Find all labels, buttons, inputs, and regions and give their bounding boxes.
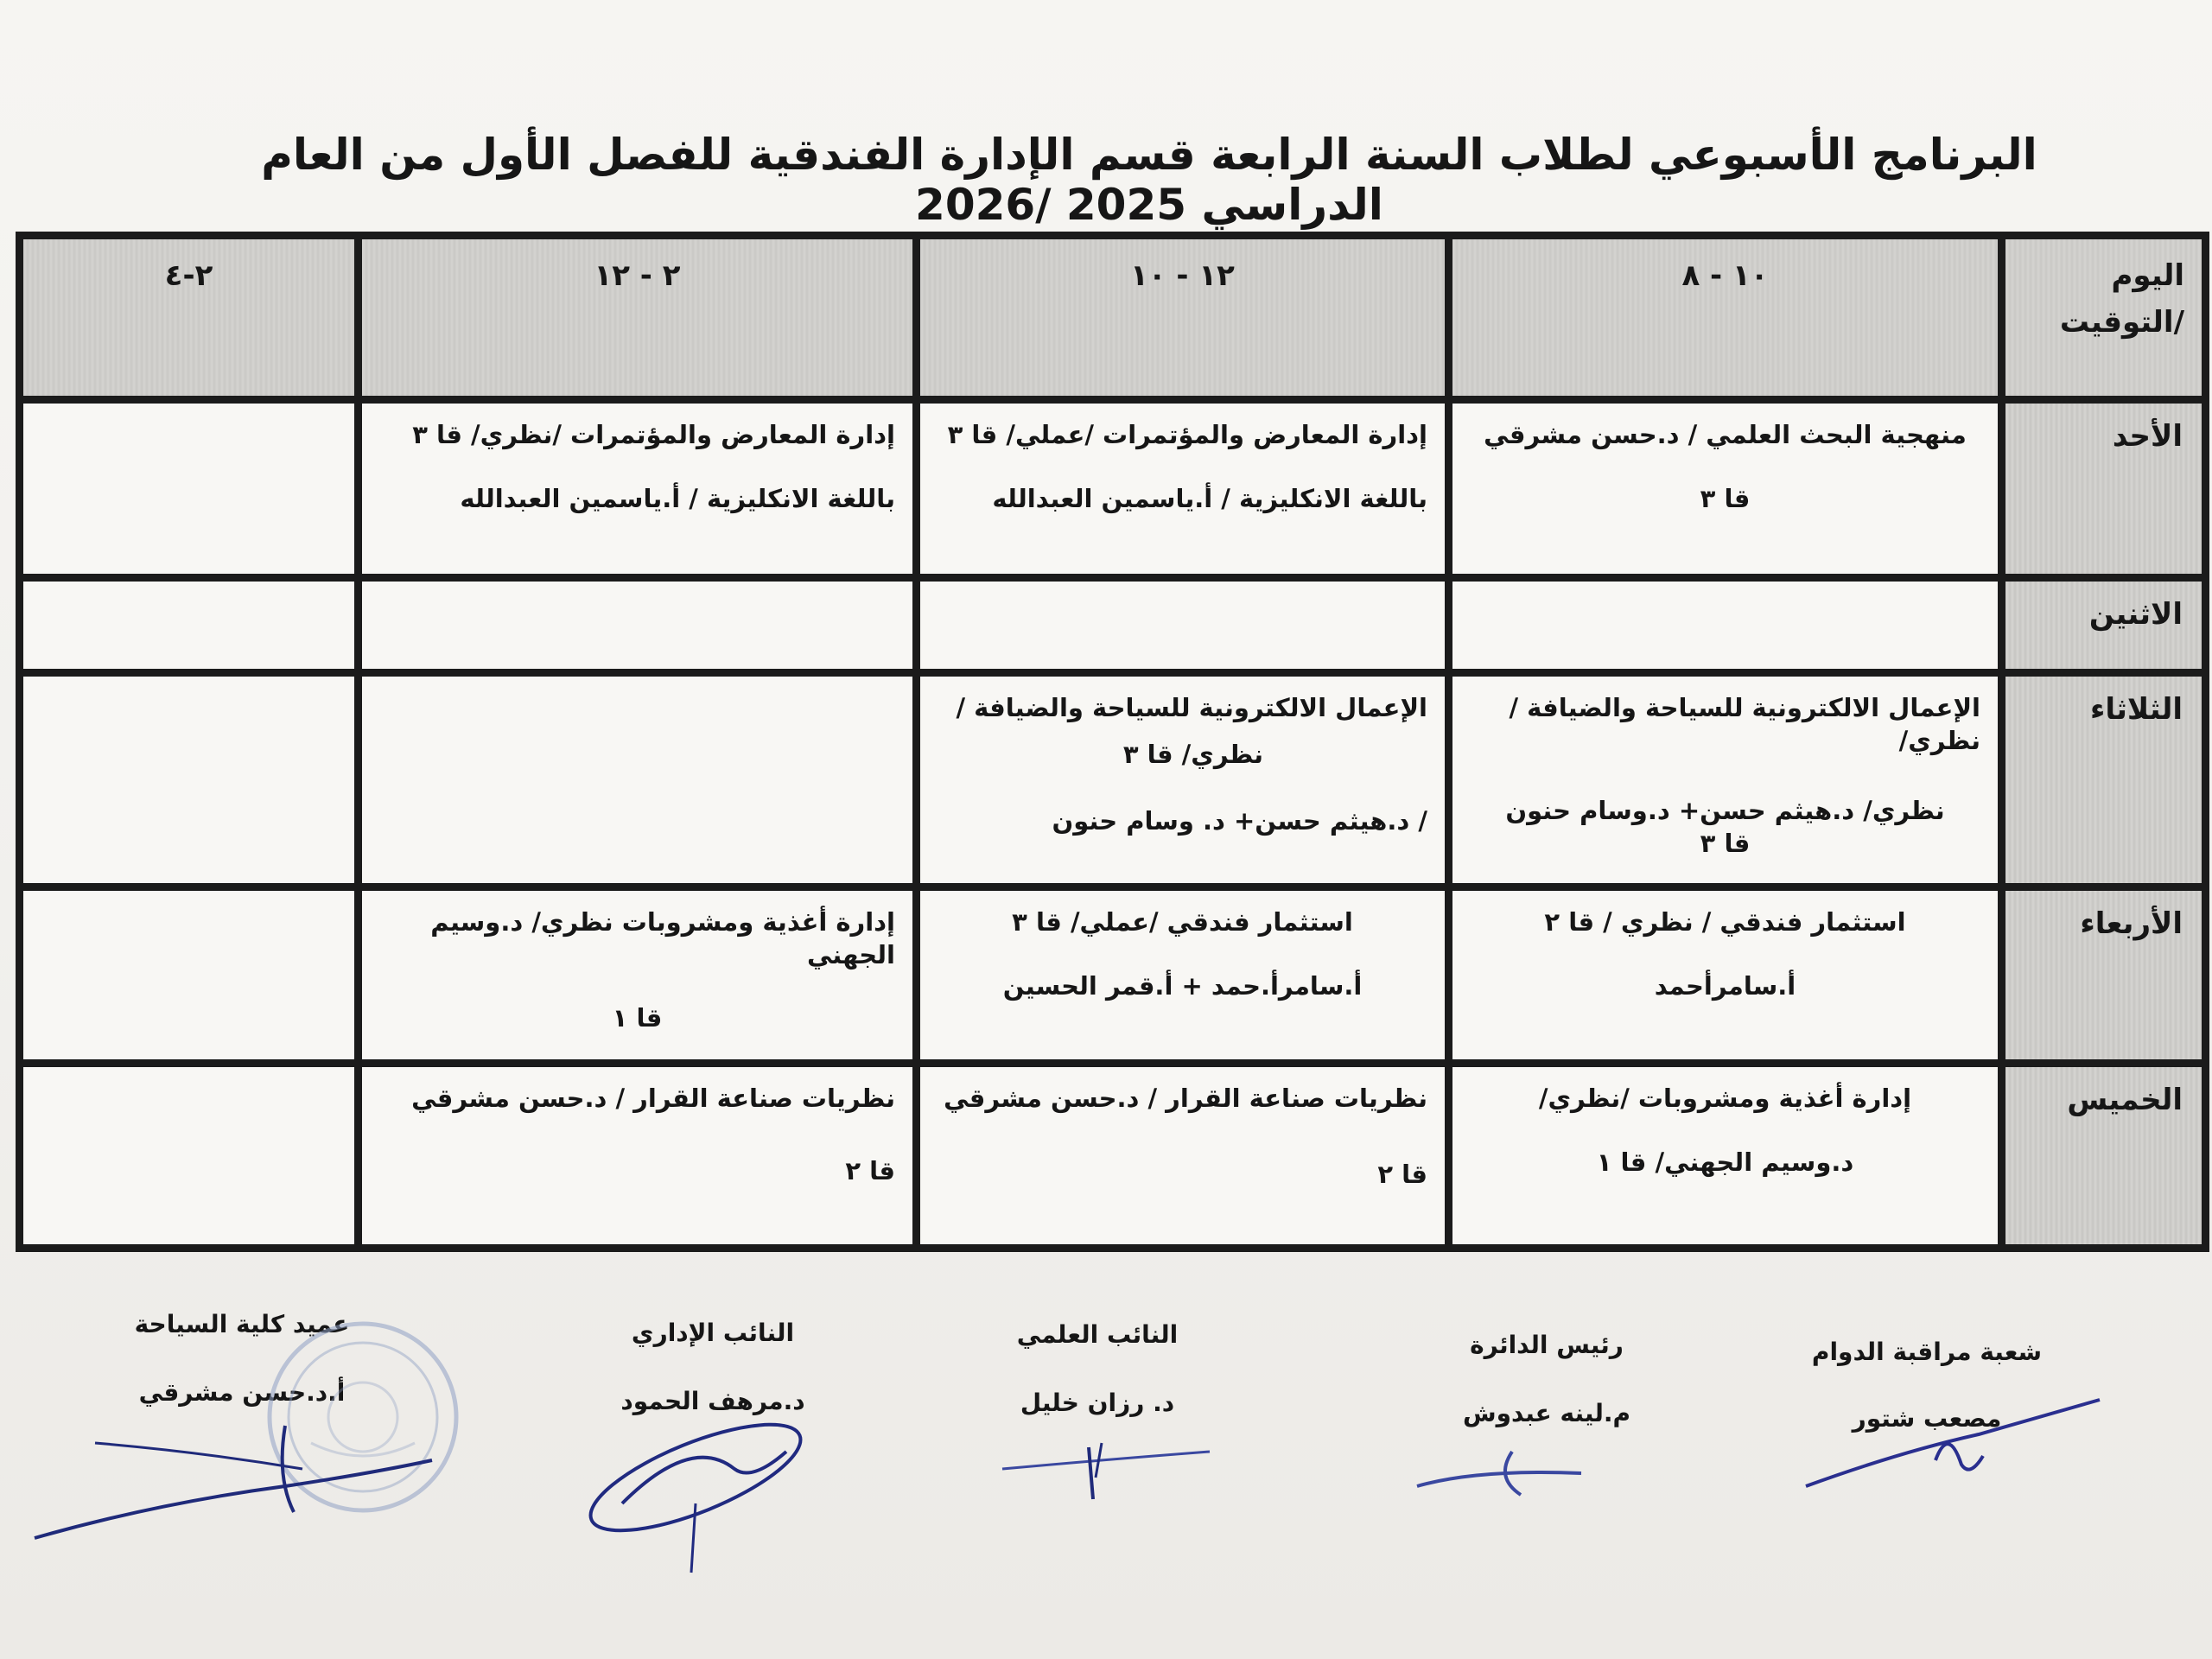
cell-line: إدارة المعارض والمؤتمرات /نظري/ قا ٣ [412,420,895,449]
cell-line: نظريات صناعة القرار / د.حسن مشرقي [411,1084,895,1113]
cell-line: قا ٣ [1700,829,1751,859]
signature-scrawl-icon [994,1426,1218,1503]
signature-name: مصعب شتور [1852,1404,2002,1433]
page-title: البرنامج الأسبوعي لطلاب السنة الرابعة قسم الإدارة الفندقية للفصل الأول من العام الدراسي 2025 /2026 [261,130,2037,230]
cell-line: قا ٢ [845,1155,895,1185]
table-row [20,400,2206,578]
corner-day-label: اليوم [2111,258,2184,293]
cell-line: إدارة المعارض والمؤتمرات /عملي/ قا ٣ [947,420,1427,449]
table-row [20,887,2206,1064]
signature-name: د.مرهف الحمود [620,1387,805,1415]
cell-line: نظري/ د.هيثم حسن+ د.وسام حنون [1505,796,1945,826]
cell-line: أ.سامرأ.حمد + أ.قمر الحسين [1002,970,1363,1001]
table-row [20,1064,2206,1249]
cell-line: نظريات صناعة القرار / د.حسن مشرقي [944,1084,1427,1113]
schedule-cell [20,578,359,673]
schedule-cell [20,400,359,578]
signature-name: أ.د.حسن مشرقي [138,1378,346,1407]
schedule-cell [359,578,917,673]
schedule-cell [20,887,359,1064]
cell-line: / د.هيثم حسن+ د. وسام حنون [1052,806,1427,836]
schedule-cell [1449,1064,2002,1249]
signature-role: رئيس الدائرة [1470,1331,1624,1359]
signature-block [1780,1338,2074,1433]
cell-line: الإعمال الالكترونية للسياحة والضيافة / [956,693,1427,722]
schedule-cell [20,1064,359,1249]
day-thursday: الخميس [2002,1064,2206,1249]
schedule-cell [1449,578,2002,673]
day-sunday: الأحد [2002,400,2206,578]
cell-line: قا ٣ [1700,483,1751,513]
schedule-cell [359,1064,917,1249]
corner-time-label: /التوقيت [2059,305,2184,340]
signature-block [570,1319,855,1415]
schedule-cell [917,400,1449,578]
schedule-cell [20,673,359,887]
schedule-cell [1449,887,2002,1064]
cell-line: استثمار فندقي / نظري / قا ٢ [1544,907,1906,937]
cell-line: قا ٢ [1377,1159,1427,1189]
schedule-cell [359,887,917,1064]
schedule-cell [359,673,917,887]
cell-line: إدارة أغذية ومشروبات نظري/ د.وسيم الجهني [430,907,895,969]
signature-block [1400,1331,1694,1427]
schedule-cell [1449,673,2002,887]
signature-scrawl-icon [1408,1434,1599,1503]
signature-role: عميد كلية السياحة [134,1310,350,1338]
cell-line: قا ١ [612,1003,663,1033]
slot-header-3: ٢ - ١٢ [359,236,917,400]
signature-name: د. رزان خليل [1020,1389,1175,1417]
schedule-cell [917,1064,1449,1249]
signature-role: النائب العلمي [1016,1320,1179,1349]
signature-name: م.لينه عبدوش [1462,1399,1631,1427]
weekly-schedule-table [16,232,2209,1252]
cell-line: باللغة الانكليزية / أ.ياسمين العبدالله [992,483,1427,513]
cell-line: منهجية البحث العلمي / د.حسن مشرقي [1484,420,1967,449]
table-row [20,578,2206,673]
signature-scrawl-icon [579,1400,830,1581]
cell-line: د.وسيم الجهني/ قا ١ [1596,1147,1854,1177]
day-tuesday: الثلاثاء [2002,673,2206,887]
signature-block [959,1320,1236,1417]
signature-role: شعبة مراقبة الدوام [1811,1338,2043,1366]
cell-line: نظري/ قا ٣ [1122,739,1263,769]
day-wednesday: الأربعاء [2002,887,2206,1064]
official-stamp-icon [259,1313,467,1521]
schedule-cell [917,673,1449,887]
schedule-cell [359,400,917,578]
cell-line: باللغة الانكليزية / أ.ياسمين العبدالله [460,483,895,513]
cell-line: الإعمال الالكترونية للسياحة والضيافة / نظري/ [1509,693,1980,755]
day-monday: الاثنين [2002,578,2206,673]
cell-line: إدارة أغذية ومشروبات /نظري/ [1538,1084,1912,1113]
slot-header-1: ١٠ - ٨ [1449,236,2002,400]
corner-header [2002,236,2206,400]
signature-role: النائب الإداري [631,1319,795,1347]
schedule-cell [917,578,1449,673]
cell-line: أ.سامرأحمد [1654,970,1796,1001]
slot-header-2: ١٢ - ١٠ [917,236,1449,400]
header-row [20,236,2206,400]
slot-header-4: ٢-٤ [20,236,359,400]
schedule-cell [1449,400,2002,578]
schedule-cell [917,887,1449,1064]
cell-line: استثمار فندقي /عملي/ قا ٣ [1012,907,1353,937]
table-row [20,673,2206,887]
